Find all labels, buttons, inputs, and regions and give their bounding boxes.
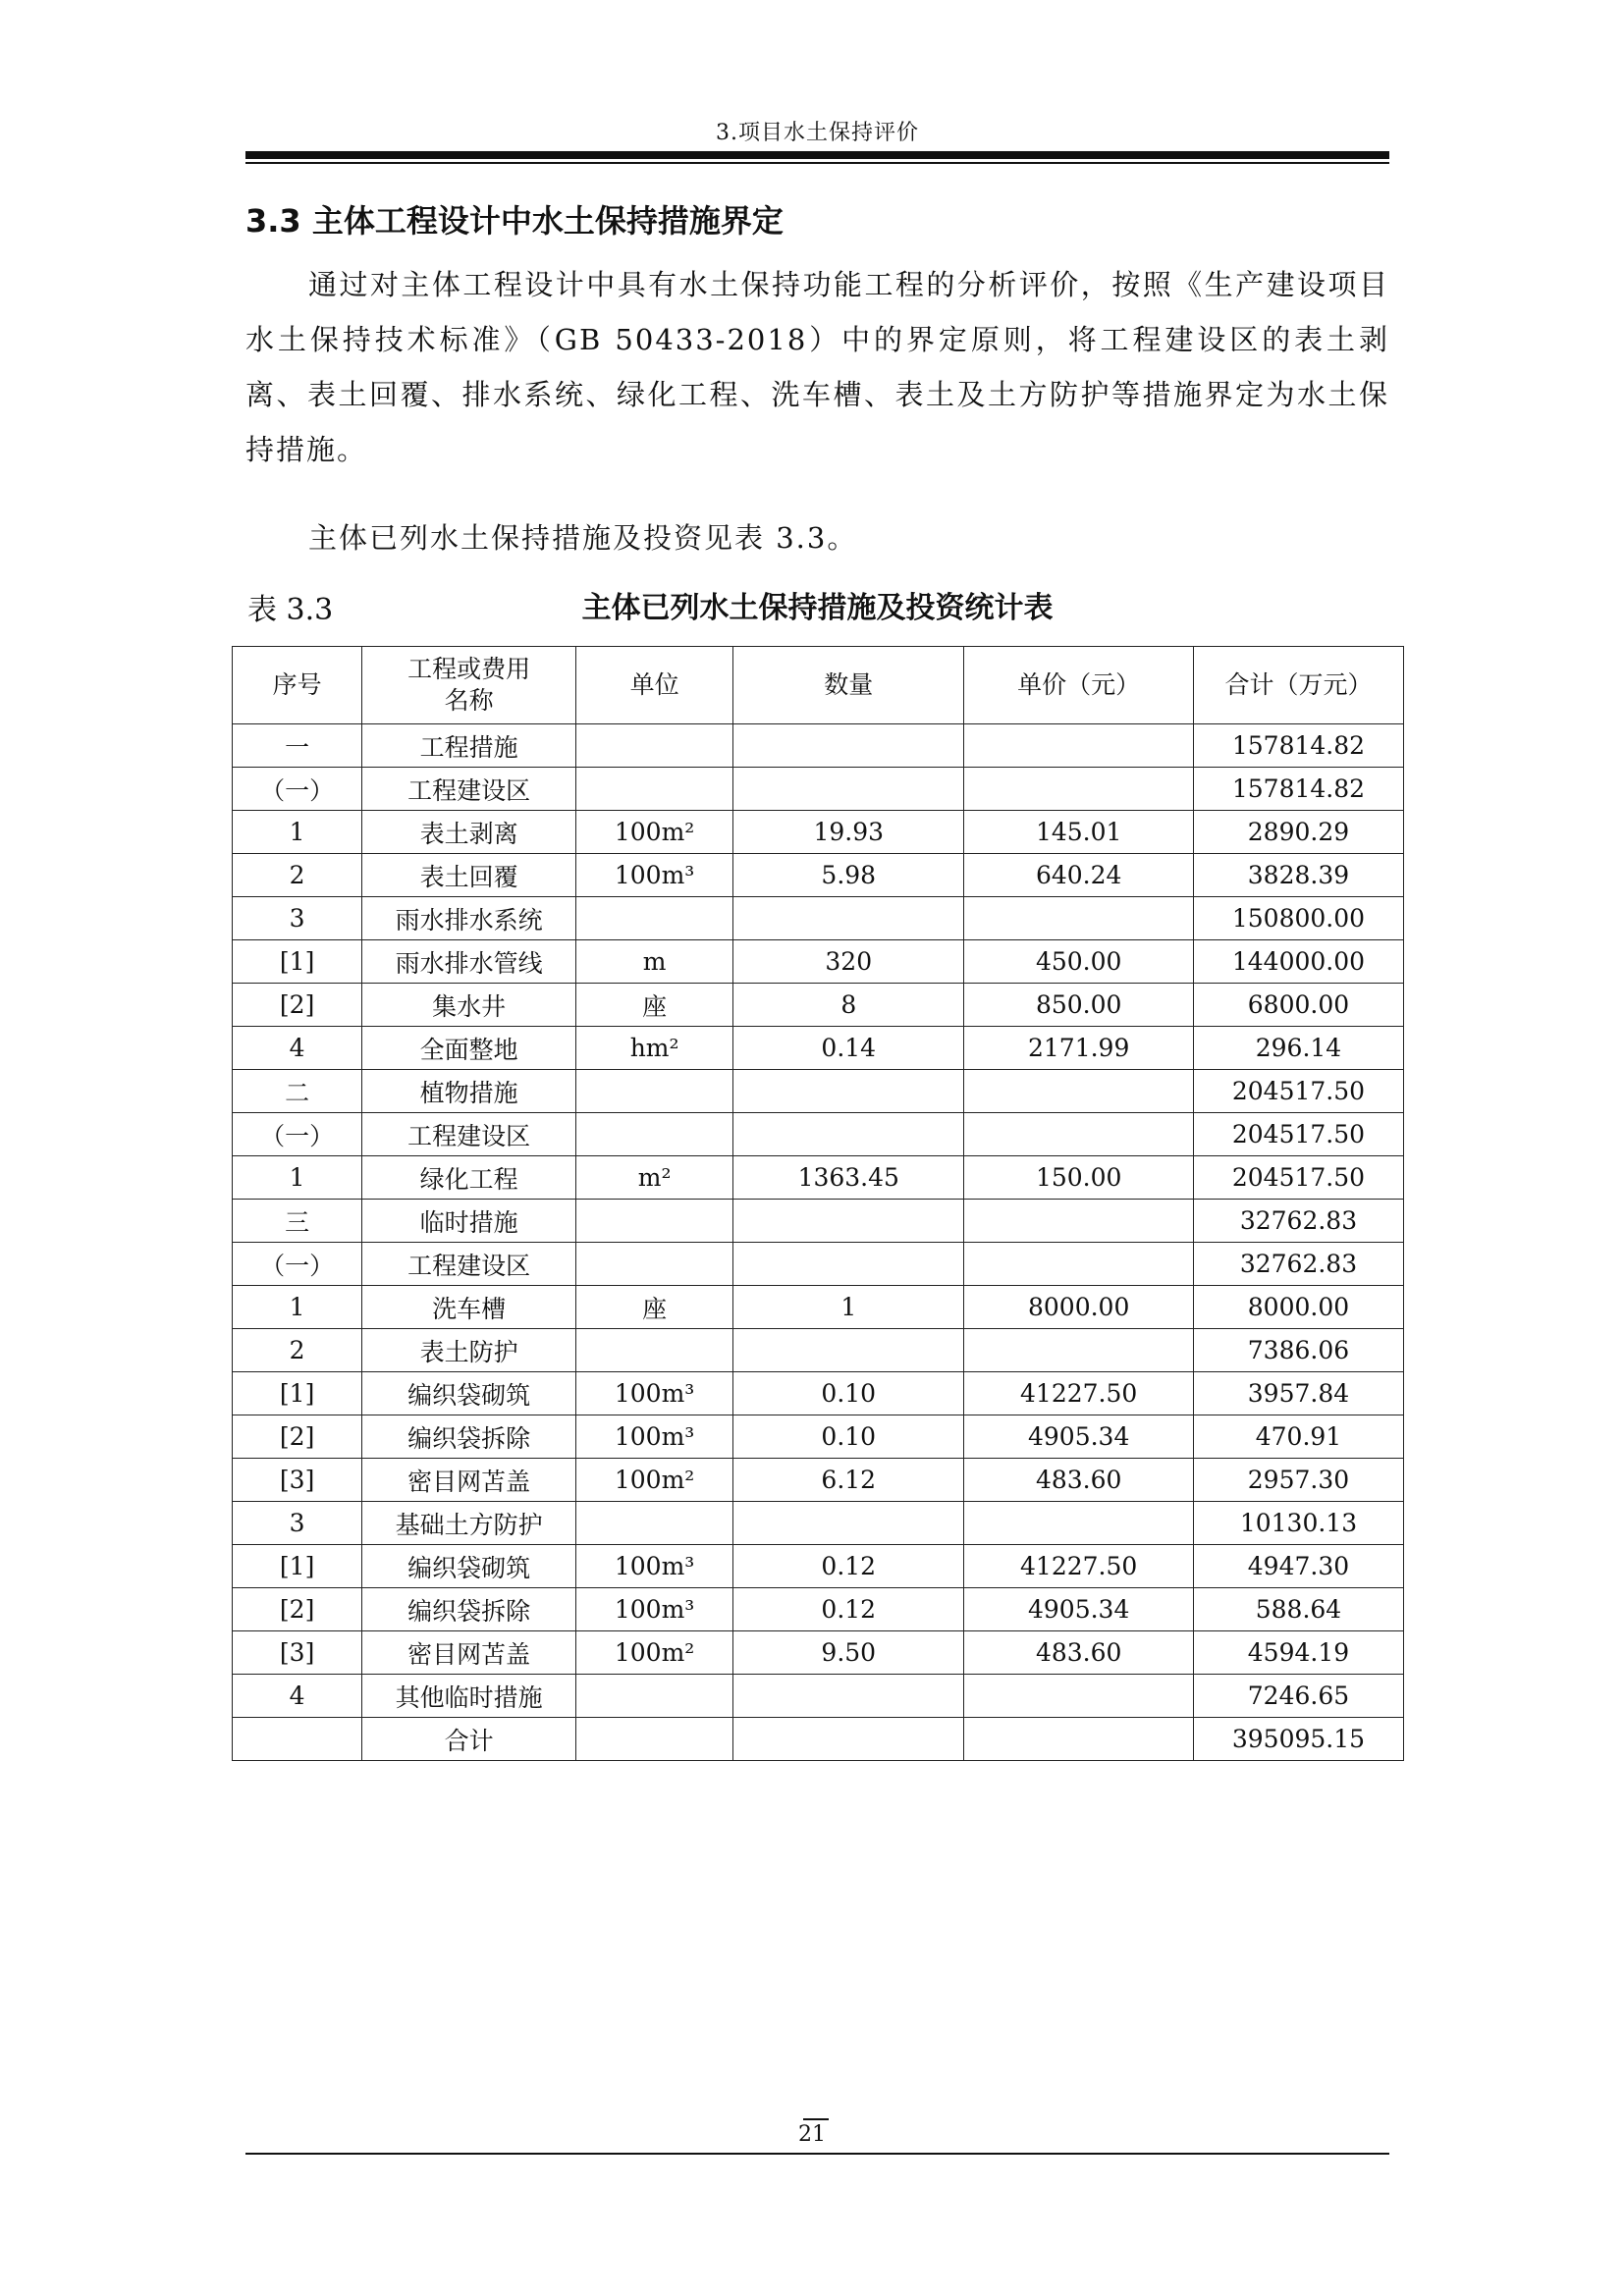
cell-total: 7246.65 <box>1193 1675 1403 1718</box>
header-name-text: 工程或费用名称 <box>407 655 531 715</box>
cell-unit-price: 4905.34 <box>964 1415 1194 1459</box>
cell-unit: 100m³ <box>576 854 733 897</box>
table-row <box>233 768 1404 811</box>
table-row <box>233 1675 1404 1718</box>
cell-quantity: 1 <box>733 1286 964 1329</box>
cell-unit-price: 145.01 <box>964 811 1194 854</box>
cell-unit-price: 640.24 <box>964 854 1194 897</box>
cell-seq: 三 <box>233 1200 362 1243</box>
cell-name: 编织袋拆除 <box>362 1415 576 1459</box>
cell-unit-price <box>964 768 1194 811</box>
cell-name: 基础土方防护 <box>362 1502 576 1545</box>
body-paragraph-table-reference: 主体已列水土保持措施及投资见表 3.3。 <box>308 521 858 555</box>
cell-unit-price <box>964 897 1194 940</box>
cell-unit-price <box>964 1070 1194 1113</box>
cell-unit: 100m² <box>576 1631 733 1675</box>
cell-name: 密目网苫盖 <box>362 1631 576 1675</box>
table-caption-number: 表 3.3 <box>247 593 334 627</box>
cell-name: 洗车槽 <box>362 1286 576 1329</box>
cell-quantity <box>733 1502 964 1545</box>
cell-name: 表土剥离 <box>362 811 576 854</box>
cell-name: 合计 <box>362 1718 576 1761</box>
cell-unit <box>576 1113 733 1156</box>
cell-unit: m² <box>576 1156 733 1200</box>
cell-total: 8000.00 <box>1193 1286 1403 1329</box>
cell-quantity <box>733 1718 964 1761</box>
cell-unit <box>576 1200 733 1243</box>
cell-unit-price: 2171.99 <box>964 1027 1194 1070</box>
cell-seq: （一） <box>233 1243 362 1286</box>
cell-unit: 100m³ <box>576 1588 733 1631</box>
header-quantity: 数量 <box>733 647 964 724</box>
cell-unit-price <box>964 1502 1194 1545</box>
cell-unit-price <box>964 1675 1194 1718</box>
cell-unit-price: 850.00 <box>964 984 1194 1027</box>
cell-unit-price <box>964 1718 1194 1761</box>
cell-unit-price: 41227.50 <box>964 1372 1194 1415</box>
cell-quantity <box>733 768 964 811</box>
table-row <box>233 940 1404 984</box>
table-row <box>233 1718 1404 1761</box>
cell-total: 395095.15 <box>1193 1718 1403 1761</box>
cell-unit: 100m³ <box>576 1372 733 1415</box>
header-total: 合计（万元） <box>1193 647 1403 724</box>
table-caption-title: 主体已列水土保持措施及投资统计表 <box>581 591 1054 625</box>
page-number: 21 <box>798 2122 826 2147</box>
cell-unit: m <box>576 940 733 984</box>
cell-quantity <box>733 724 964 768</box>
cell-name: 工程建设区 <box>362 1243 576 1286</box>
cell-quantity <box>733 1329 964 1372</box>
cell-name: 植物措施 <box>362 1070 576 1113</box>
header-seq: 序号 <box>233 647 362 724</box>
table-row <box>233 1070 1404 1113</box>
cell-unit-price: 483.60 <box>964 1459 1194 1502</box>
table-row <box>233 1545 1404 1588</box>
table-row <box>233 1415 1404 1459</box>
table-row <box>233 1588 1404 1631</box>
footer-mark <box>803 2118 829 2120</box>
cell-quantity: 0.14 <box>733 1027 964 1070</box>
cell-name: 临时措施 <box>362 1200 576 1243</box>
cell-unit <box>576 1675 733 1718</box>
cell-seq: 2 <box>233 854 362 897</box>
cell-unit <box>576 897 733 940</box>
cell-quantity: 9.50 <box>733 1631 964 1675</box>
table-row <box>233 724 1404 768</box>
table-row <box>233 1631 1404 1675</box>
cell-name: 全面整地 <box>362 1027 576 1070</box>
table-header-row <box>233 647 1404 724</box>
cell-unit-price <box>964 1113 1194 1156</box>
cell-quantity: 0.10 <box>733 1415 964 1459</box>
section-heading: 3.3 主体工程设计中水土保持措施界定 <box>245 202 784 240</box>
cell-quantity: 1363.45 <box>733 1156 964 1200</box>
cell-quantity <box>733 897 964 940</box>
running-header: 3.项目水土保持评价 <box>716 121 919 145</box>
cell-total: 4947.30 <box>1193 1545 1403 1588</box>
cell-seq: [3] <box>233 1631 362 1675</box>
cell-name: 绿化工程 <box>362 1156 576 1200</box>
cell-unit <box>576 1502 733 1545</box>
cell-unit: hm² <box>576 1027 733 1070</box>
footer-rule <box>245 2153 1389 2155</box>
cell-name: 编织袋拆除 <box>362 1588 576 1631</box>
cell-seq <box>233 1718 362 1761</box>
measures-investment-table <box>232 646 1404 1761</box>
cell-seq: 4 <box>233 1027 362 1070</box>
body-paragraph: 通过对主体工程设计中具有水土保持功能工程的分析评价，按照《生产建设项目水土保持技术标准》（GB 50433-2018）中的界定原则，将工程建设区的表土剥离、表土回覆、排水系统、绿化工程、洗车槽、表土及土方防护等措施界定为水土保持措施。 <box>245 268 1389 466</box>
table-row <box>233 984 1404 1027</box>
cell-unit: 100m³ <box>576 1545 733 1588</box>
cell-total: 7386.06 <box>1193 1329 1403 1372</box>
cell-unit-price: 483.60 <box>964 1631 1194 1675</box>
cell-seq: 3 <box>233 897 362 940</box>
table-row <box>233 1286 1404 1329</box>
cell-unit-price <box>964 1243 1194 1286</box>
cell-quantity: 0.10 <box>733 1372 964 1415</box>
cell-total: 470.91 <box>1193 1415 1403 1459</box>
cell-seq: 二 <box>233 1070 362 1113</box>
table-row <box>233 1027 1404 1070</box>
cell-seq: （一） <box>233 1113 362 1156</box>
table-row <box>233 1200 1404 1243</box>
table-row <box>233 1329 1404 1372</box>
cell-unit <box>576 1070 733 1113</box>
cell-seq: [1] <box>233 940 362 984</box>
header-rule <box>245 151 1389 159</box>
cell-quantity <box>733 1675 964 1718</box>
cell-unit: 100m² <box>576 1459 733 1502</box>
table-row <box>233 1459 1404 1502</box>
cell-seq: [2] <box>233 984 362 1027</box>
cell-quantity: 6.12 <box>733 1459 964 1502</box>
cell-unit-price <box>964 1329 1194 1372</box>
cell-quantity: 320 <box>733 940 964 984</box>
cell-unit <box>576 1329 733 1372</box>
table-row <box>233 854 1404 897</box>
table-caption <box>245 579 1389 628</box>
cell-seq: （一） <box>233 768 362 811</box>
cell-quantity <box>733 1113 964 1156</box>
cell-total: 296.14 <box>1193 1027 1403 1070</box>
header-name <box>362 647 576 724</box>
cell-total: 3957.84 <box>1193 1372 1403 1415</box>
table-body <box>233 724 1404 1761</box>
cell-seq: [1] <box>233 1545 362 1588</box>
cell-seq: 一 <box>233 724 362 768</box>
cell-unit: 100m³ <box>576 1415 733 1459</box>
cell-quantity: 0.12 <box>733 1545 964 1588</box>
cell-unit-price <box>964 1200 1194 1243</box>
cell-total: 32762.83 <box>1193 1200 1403 1243</box>
cell-seq: 2 <box>233 1329 362 1372</box>
cell-quantity: 0.12 <box>733 1588 964 1631</box>
cell-unit <box>576 1243 733 1286</box>
cell-unit-price: 150.00 <box>964 1156 1194 1200</box>
cell-unit <box>576 768 733 811</box>
header-rule-thin <box>245 162 1389 164</box>
cell-seq: [3] <box>233 1459 362 1502</box>
cell-name: 工程建设区 <box>362 1113 576 1156</box>
cell-name: 工程措施 <box>362 724 576 768</box>
cell-quantity: 8 <box>733 984 964 1027</box>
cell-seq: [1] <box>233 1372 362 1415</box>
cell-seq: 1 <box>233 811 362 854</box>
cell-quantity <box>733 1243 964 1286</box>
cell-unit: 座 <box>576 984 733 1027</box>
table-row <box>233 1156 1404 1200</box>
cell-name: 表土防护 <box>362 1329 576 1372</box>
cell-total: 4594.19 <box>1193 1631 1403 1675</box>
cell-name: 编织袋砌筑 <box>362 1372 576 1415</box>
cell-unit-price: 450.00 <box>964 940 1194 984</box>
cell-unit <box>576 724 733 768</box>
cell-total: 32762.83 <box>1193 1243 1403 1286</box>
table-row <box>233 811 1404 854</box>
cell-unit-price: 4905.34 <box>964 1588 1194 1631</box>
cell-seq: 4 <box>233 1675 362 1718</box>
cell-unit-price: 8000.00 <box>964 1286 1194 1329</box>
cell-name: 工程建设区 <box>362 768 576 811</box>
header-unit: 单位 <box>576 647 733 724</box>
cell-seq: 1 <box>233 1286 362 1329</box>
table-row <box>233 1243 1404 1286</box>
header-unit-price: 单价（元） <box>964 647 1194 724</box>
cell-name: 雨水排水管线 <box>362 940 576 984</box>
cell-name: 表土回覆 <box>362 854 576 897</box>
table-row <box>233 897 1404 940</box>
cell-unit: 100m² <box>576 811 733 854</box>
cell-unit-price: 41227.50 <box>964 1545 1194 1588</box>
cell-unit-price <box>964 724 1194 768</box>
cell-seq: 3 <box>233 1502 362 1545</box>
cell-total: 157814.82 <box>1193 724 1403 768</box>
cell-total: 204517.50 <box>1193 1070 1403 1113</box>
cell-seq: [2] <box>233 1588 362 1631</box>
cell-total: 2890.29 <box>1193 811 1403 854</box>
cell-seq: 1 <box>233 1156 362 1200</box>
cell-unit <box>576 1718 733 1761</box>
cell-name: 雨水排水系统 <box>362 897 576 940</box>
cell-unit: 座 <box>576 1286 733 1329</box>
table-row <box>233 1372 1404 1415</box>
cell-quantity: 5.98 <box>733 854 964 897</box>
cell-total: 204517.50 <box>1193 1156 1403 1200</box>
cell-total: 150800.00 <box>1193 897 1403 940</box>
cell-total: 10130.13 <box>1193 1502 1403 1545</box>
cell-total: 157814.82 <box>1193 768 1403 811</box>
cell-total: 204517.50 <box>1193 1113 1403 1156</box>
cell-total: 588.64 <box>1193 1588 1403 1631</box>
cell-quantity <box>733 1200 964 1243</box>
cell-name: 其他临时措施 <box>362 1675 576 1718</box>
cell-name: 编织袋砌筑 <box>362 1545 576 1588</box>
table-row <box>233 1113 1404 1156</box>
cell-name: 密目网苫盖 <box>362 1459 576 1502</box>
cell-total: 6800.00 <box>1193 984 1403 1027</box>
table-row <box>233 1502 1404 1545</box>
cell-total: 3828.39 <box>1193 854 1403 897</box>
cell-total: 144000.00 <box>1193 940 1403 984</box>
cell-total: 2957.30 <box>1193 1459 1403 1502</box>
cell-quantity <box>733 1070 964 1113</box>
cell-name: 集水井 <box>362 984 576 1027</box>
cell-seq: [2] <box>233 1415 362 1459</box>
cell-quantity: 19.93 <box>733 811 964 854</box>
